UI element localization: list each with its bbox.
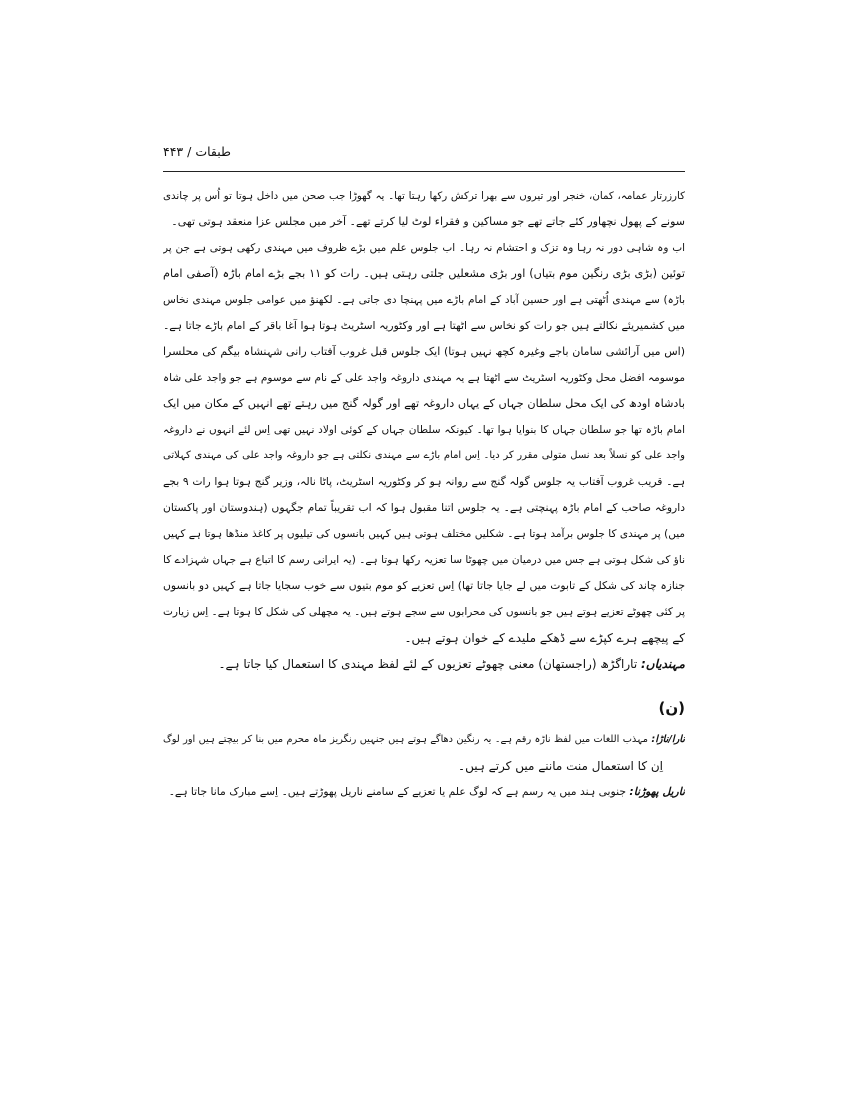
text-line: اِن کا استعمال منت ماننے میں کرتے ہیں۔ <box>458 759 663 773</box>
text-line: ہے۔ قریب غروب آفتاب یہ جلوس گولہ گنج سے روانہ ہو کر وکٹوریہ اسٹریٹ، پاٹا نالہ، وزیر گنج ہوتا ہوا رات ۹ بجے <box>163 475 685 488</box>
text-line: اب وہ شاہی دور نہ رہا وہ تزک و احتشام نہ رہا۔ اب جلوس علم میں بڑے ظروف میں مہندی رکھی ہوتی ہے جن پر <box>163 242 685 254</box>
text-line <box>163 727 685 753</box>
text-line: ناؤ کی شکل ہوتی ہے جس میں درمیان میں چھوٹا سا تعزیہ رکھا ہوتا ہے۔ (یہ ایرانی رسم کا اتباع ہے جہاں شہزادے کا <box>163 554 685 566</box>
page-header <box>163 144 685 166</box>
entry-definition: مہذب اللغات میں لفظ ناڑہ رقم ہے۔ یہ رنگین دھاگے ہوتے ہیں جنہیں رنگریز ماہ محرم میں بنا کر بیچتے ہیں اور لوگ <box>163 734 648 745</box>
text-line: میں) پر مہندی کا جلوس برآمد ہوتا ہے۔ شکلیں مختلف ہوتی ہیں کہیں بانسوں کی تیلیوں پر کاغذ منڈھا ہوتا ہے کہیں <box>163 528 685 540</box>
text-line <box>163 779 685 805</box>
text-line: موسومہ افضل محل وکٹوریہ اسٹریٹ سے اٹھتا ہے یہ مہندی داروغہ واجد علی کے نام سے موسوم ہے جو واجد علی شاہ <box>163 372 685 384</box>
running-head: طبقات / ۴۴۳ <box>163 144 231 159</box>
text-line: باڑہ) سے مہندی اُٹھتی ہے اور حسین آباد کے امام باڑے میں پہنچا دی جاتی ہے۔ لکھنؤ میں عوامی جلوس مہندی نخاس <box>163 294 685 306</box>
entry-definition: تاراگڑھ (راجستھان) معنی چھوٹے تعزیوں کے لئے لفظ مہندی کا استعمال کیا جاتا ہے۔ <box>218 657 638 671</box>
text-line: میں کشمیریئے نکالتے ہیں جو رات کو نخاس سے اٹھتا ہے اور وکٹوریہ اسٹریٹ ہوتا ہوا آغا باقر کے امام باڑے جاتا ہے۔ <box>163 319 685 332</box>
paragraph-1 <box>163 183 685 235</box>
entry-mehndiyan <box>163 651 685 677</box>
text-line: امام باڑہ تھا جو سلطان جہاں کا بنوایا ہوا تھا۔ کیونکہ سلطان جہاں کے کوئی اولاد نہیں تھی اِس لئے انہوں نے داروغہ <box>163 424 685 436</box>
text-line: داروغہ صاحب کے امام باڑہ پہنچتی ہے۔ یہ جلوس اتنا مقبول ہوا کہ اب تقریباً تمام جگہوں (ہندوستان اور پاکستان <box>163 501 685 514</box>
header-rule <box>163 171 685 172</box>
entry-term: مہندیاں: <box>641 657 685 671</box>
text-line: واجد علی کو نسلاً بعد نسل متولی مقرر کر دیا۔ اِس امام باڑے سے مہندی نکلتی ہے جو داروغہ واجد علی کی مہندی کہلاتی <box>163 450 685 461</box>
text-line: کارزرتار عمامہ، کمان، خنجر اور تیروں سے بھرا ترکش رکھا رہتا تھا۔ یہ گھوڑا جب صحن میں داخل ہوتا تو اُس پر چاندی <box>163 190 685 202</box>
text-line: بادشاہ اودھ کی ایک محل سلطان جہاں کے یہاں داروغہ تھے اور گولہ گنج میں رہتے تھے انہیں کے مکان میں ایک <box>163 397 685 410</box>
text-line: کے پیچھے ہرے کپڑے سے ڈھکے ملیدے کے خوان ہوتے ہیں۔ <box>404 631 685 645</box>
entry-nariyal <box>163 779 685 805</box>
entry-nara <box>163 727 685 779</box>
section-heading: (ن) <box>658 699 685 717</box>
text-line <box>163 651 685 677</box>
entry-term: ناریل پھوڑنا: <box>629 785 685 798</box>
text-line: پر کئی چھوٹے تعزیے ہوتے ہیں جو بانسوں کی محرابوں سے سجے ہوتے ہیں۔ یہ مچھلی کی شکل کا ہوتا ہے۔ اِس زیارت <box>163 606 685 618</box>
paragraph-2 <box>163 235 685 651</box>
text-line: توئین (بڑی بڑی رنگین موم بتیاں) اور بڑی مشعلیں جلتی رہتی ہیں۔ رات کو ۱۱ بجے بڑے امام باڑہ (آصفی امام <box>163 267 685 280</box>
text-line: جنازہ چاند کی شکل کے تابوت میں لے جایا جاتا تھا) اِس تعزیے کو موم بتیوں سے خوب سجایا جاتا ہے کہیں دو بانسوں <box>163 579 685 592</box>
page-body <box>163 183 685 805</box>
text-line: سونے کے پھول نچھاور کئے جاتے تھے جو مساکین و فقراء لوٹ لیا کرتے تھے۔ آخر میں مجلس عزا منعقد ہوتی تھی۔ <box>171 215 685 228</box>
entry-definition: جنوبی ہند میں یہ رسم ہے کہ لوگ علم یا تعزیے کے سامنے ناریل پھوڑتے ہیں۔ اِسے مبارک مانا جاتا ہے۔ <box>168 785 626 798</box>
text-line: (اس میں آرائشی سامان باجے وغیرہ کچھ نہیں ہوتا) ایک جلوس قبل غروب آفتاب رانی شہنشاہ بیگم کی محلسرا <box>163 345 685 358</box>
entry-term: نارا/ناڑا: <box>651 734 685 745</box>
